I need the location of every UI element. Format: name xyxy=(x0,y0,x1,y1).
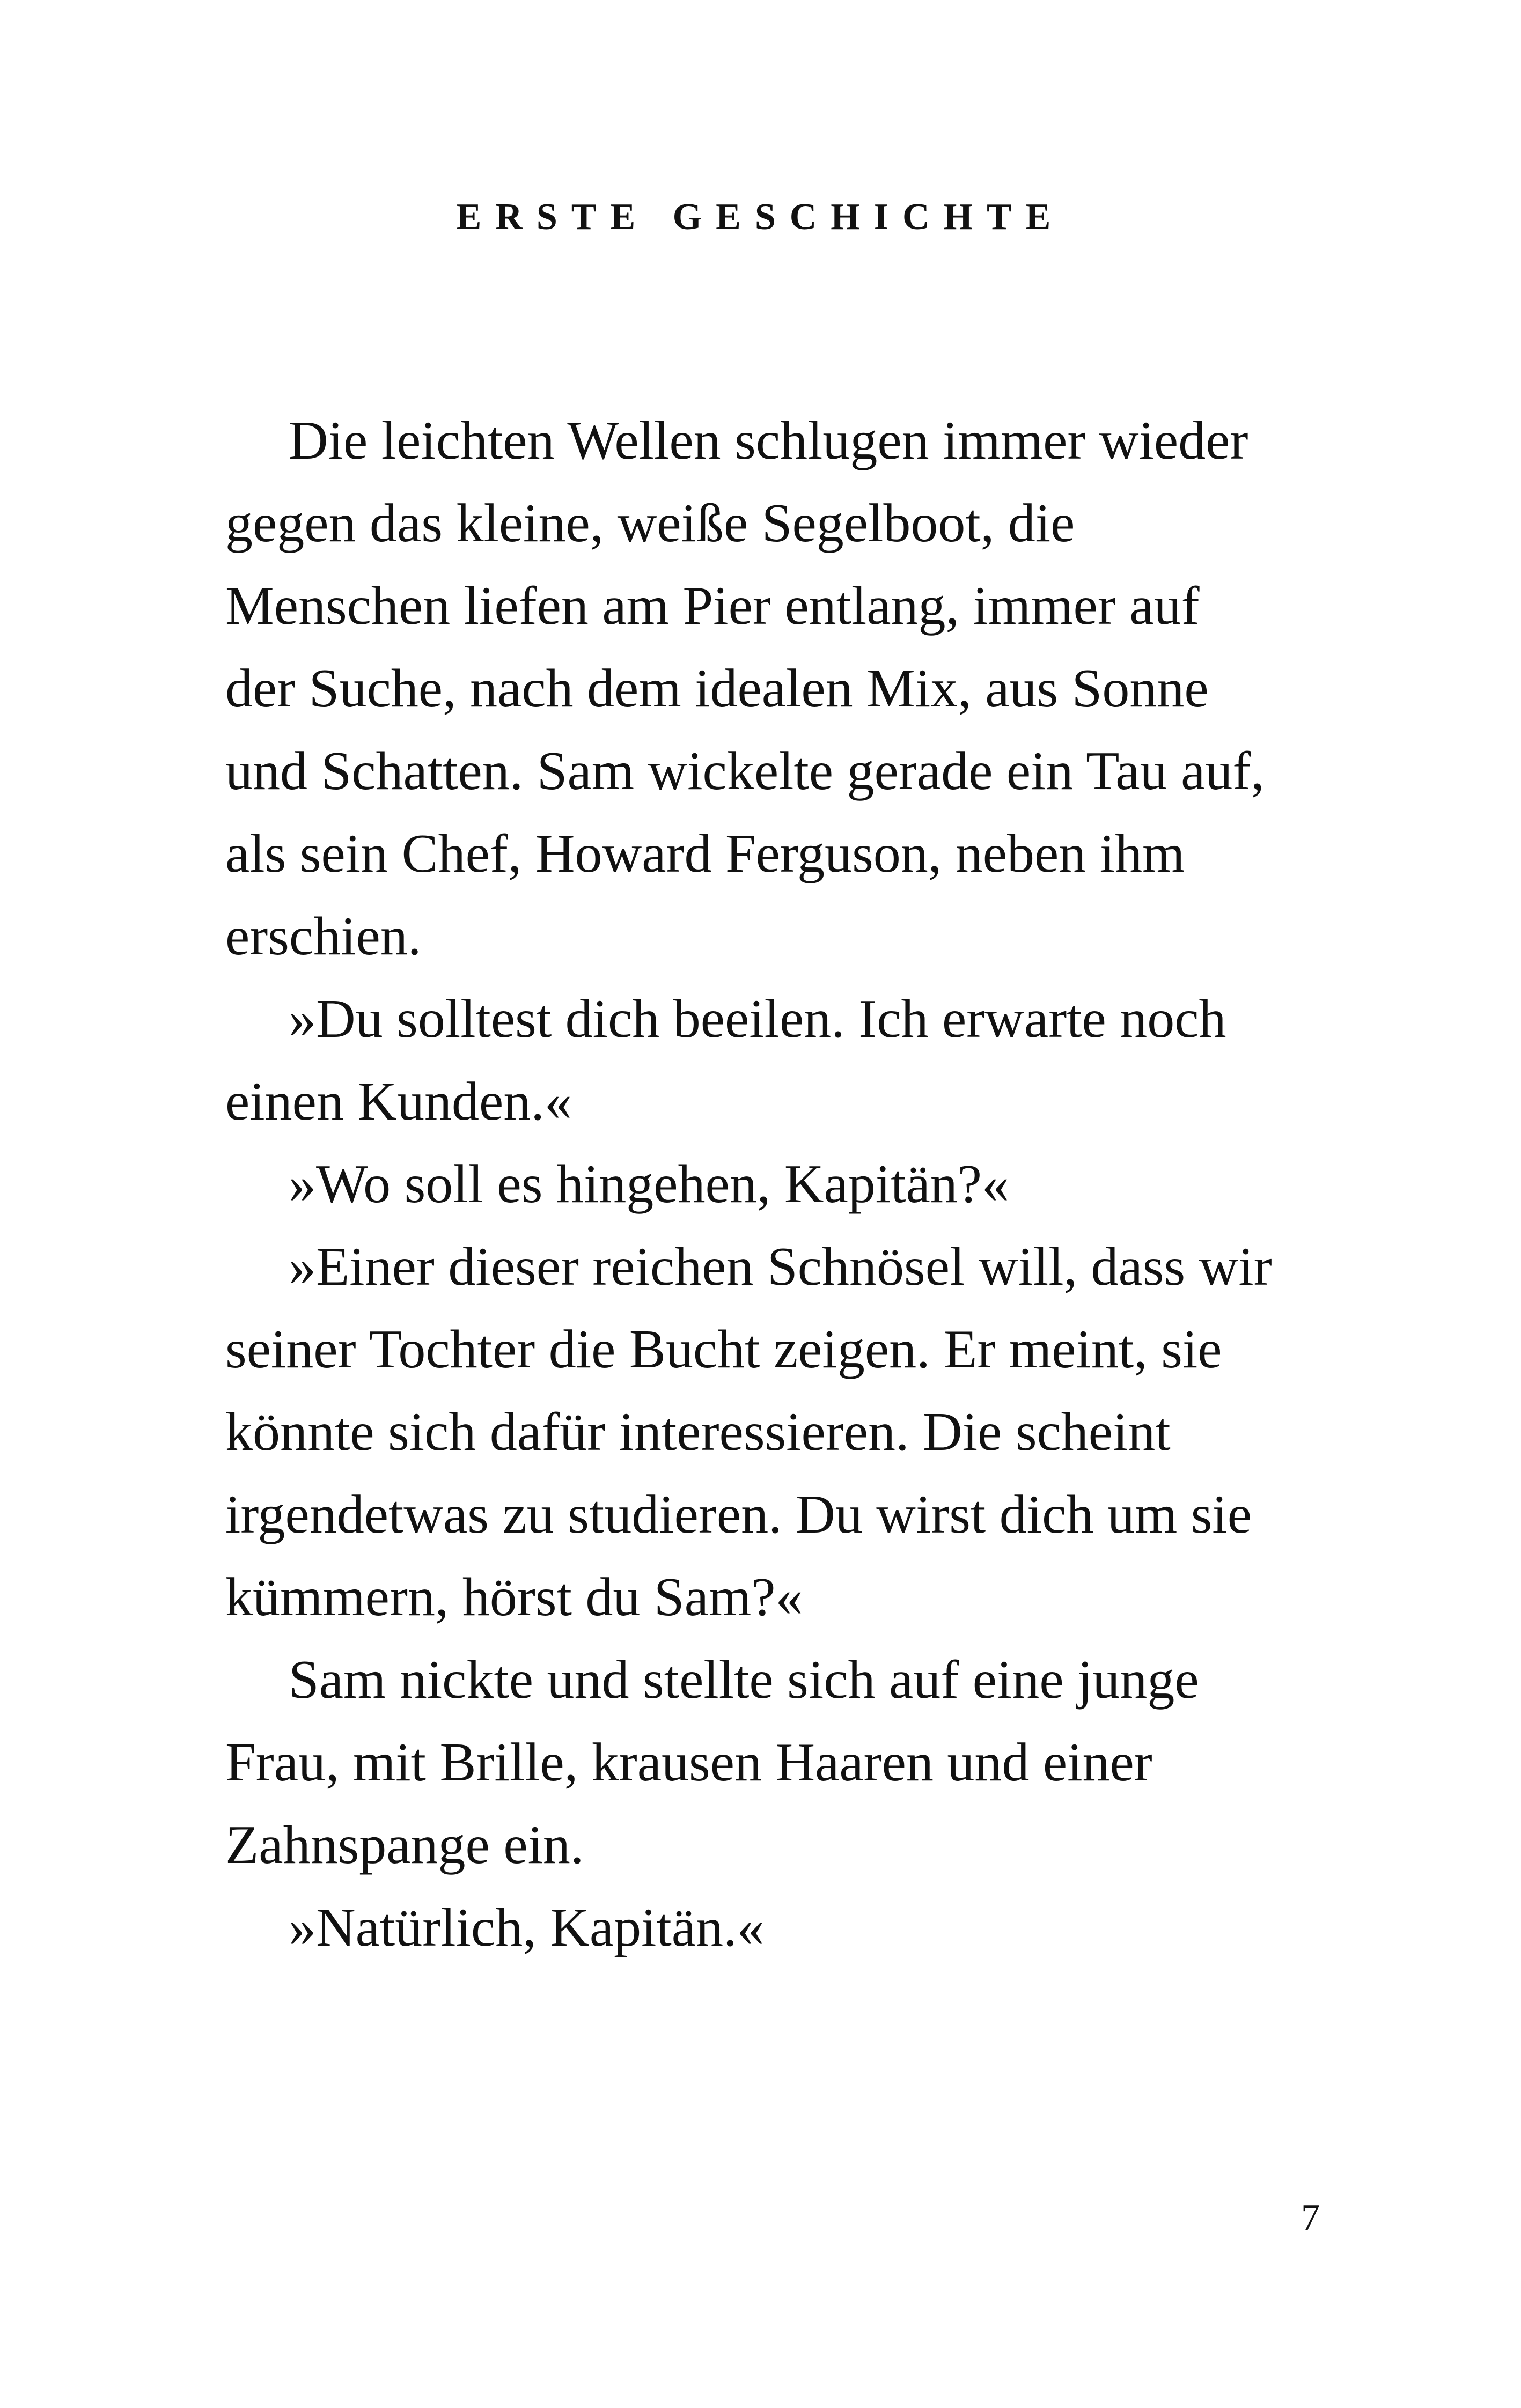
paragraph: »Du solltest dich beeilen. Ich erwarte noch einen Kunden.« xyxy=(225,989,1226,1132)
paragraph: »Wo soll es hingehen, Kapitän?« xyxy=(289,1154,1009,1214)
paragraph: Die leichten Wellen schlugen immer wieder gegen das kleine, weiße Segelboot, die Menschen liefen am Pier entlang, immer auf der Suche, nach dem idealen Mix, aus Sonne und Schatten. Sam wickelte gerade ein Tau auf, als sein Chef, Howard Ferguson, neben ihm erschien. xyxy=(225,410,1265,967)
paragraph: »Natürlich, Kapitän.« xyxy=(289,1897,765,1958)
page-number: 7 xyxy=(1301,2197,1320,2238)
paragraph: »Einer dieser reichen Schnösel will, dass wir seiner Tochter die Bucht zeigen. Er meint, sie könnte sich dafür interessieren. Die scheint irgendetwas zu studieren. Du wirst dich um sie kümmern, hörst du Sam?« xyxy=(225,1236,1272,1628)
chapter-heading: ERSTE GESCHICHTE xyxy=(456,196,1065,238)
paragraph: Sam nickte und stellte sich auf eine junge Frau, mit Brille, krausen Haaren und einer Zahnspange ein. xyxy=(225,1649,1199,1875)
body-text xyxy=(225,400,1331,1969)
